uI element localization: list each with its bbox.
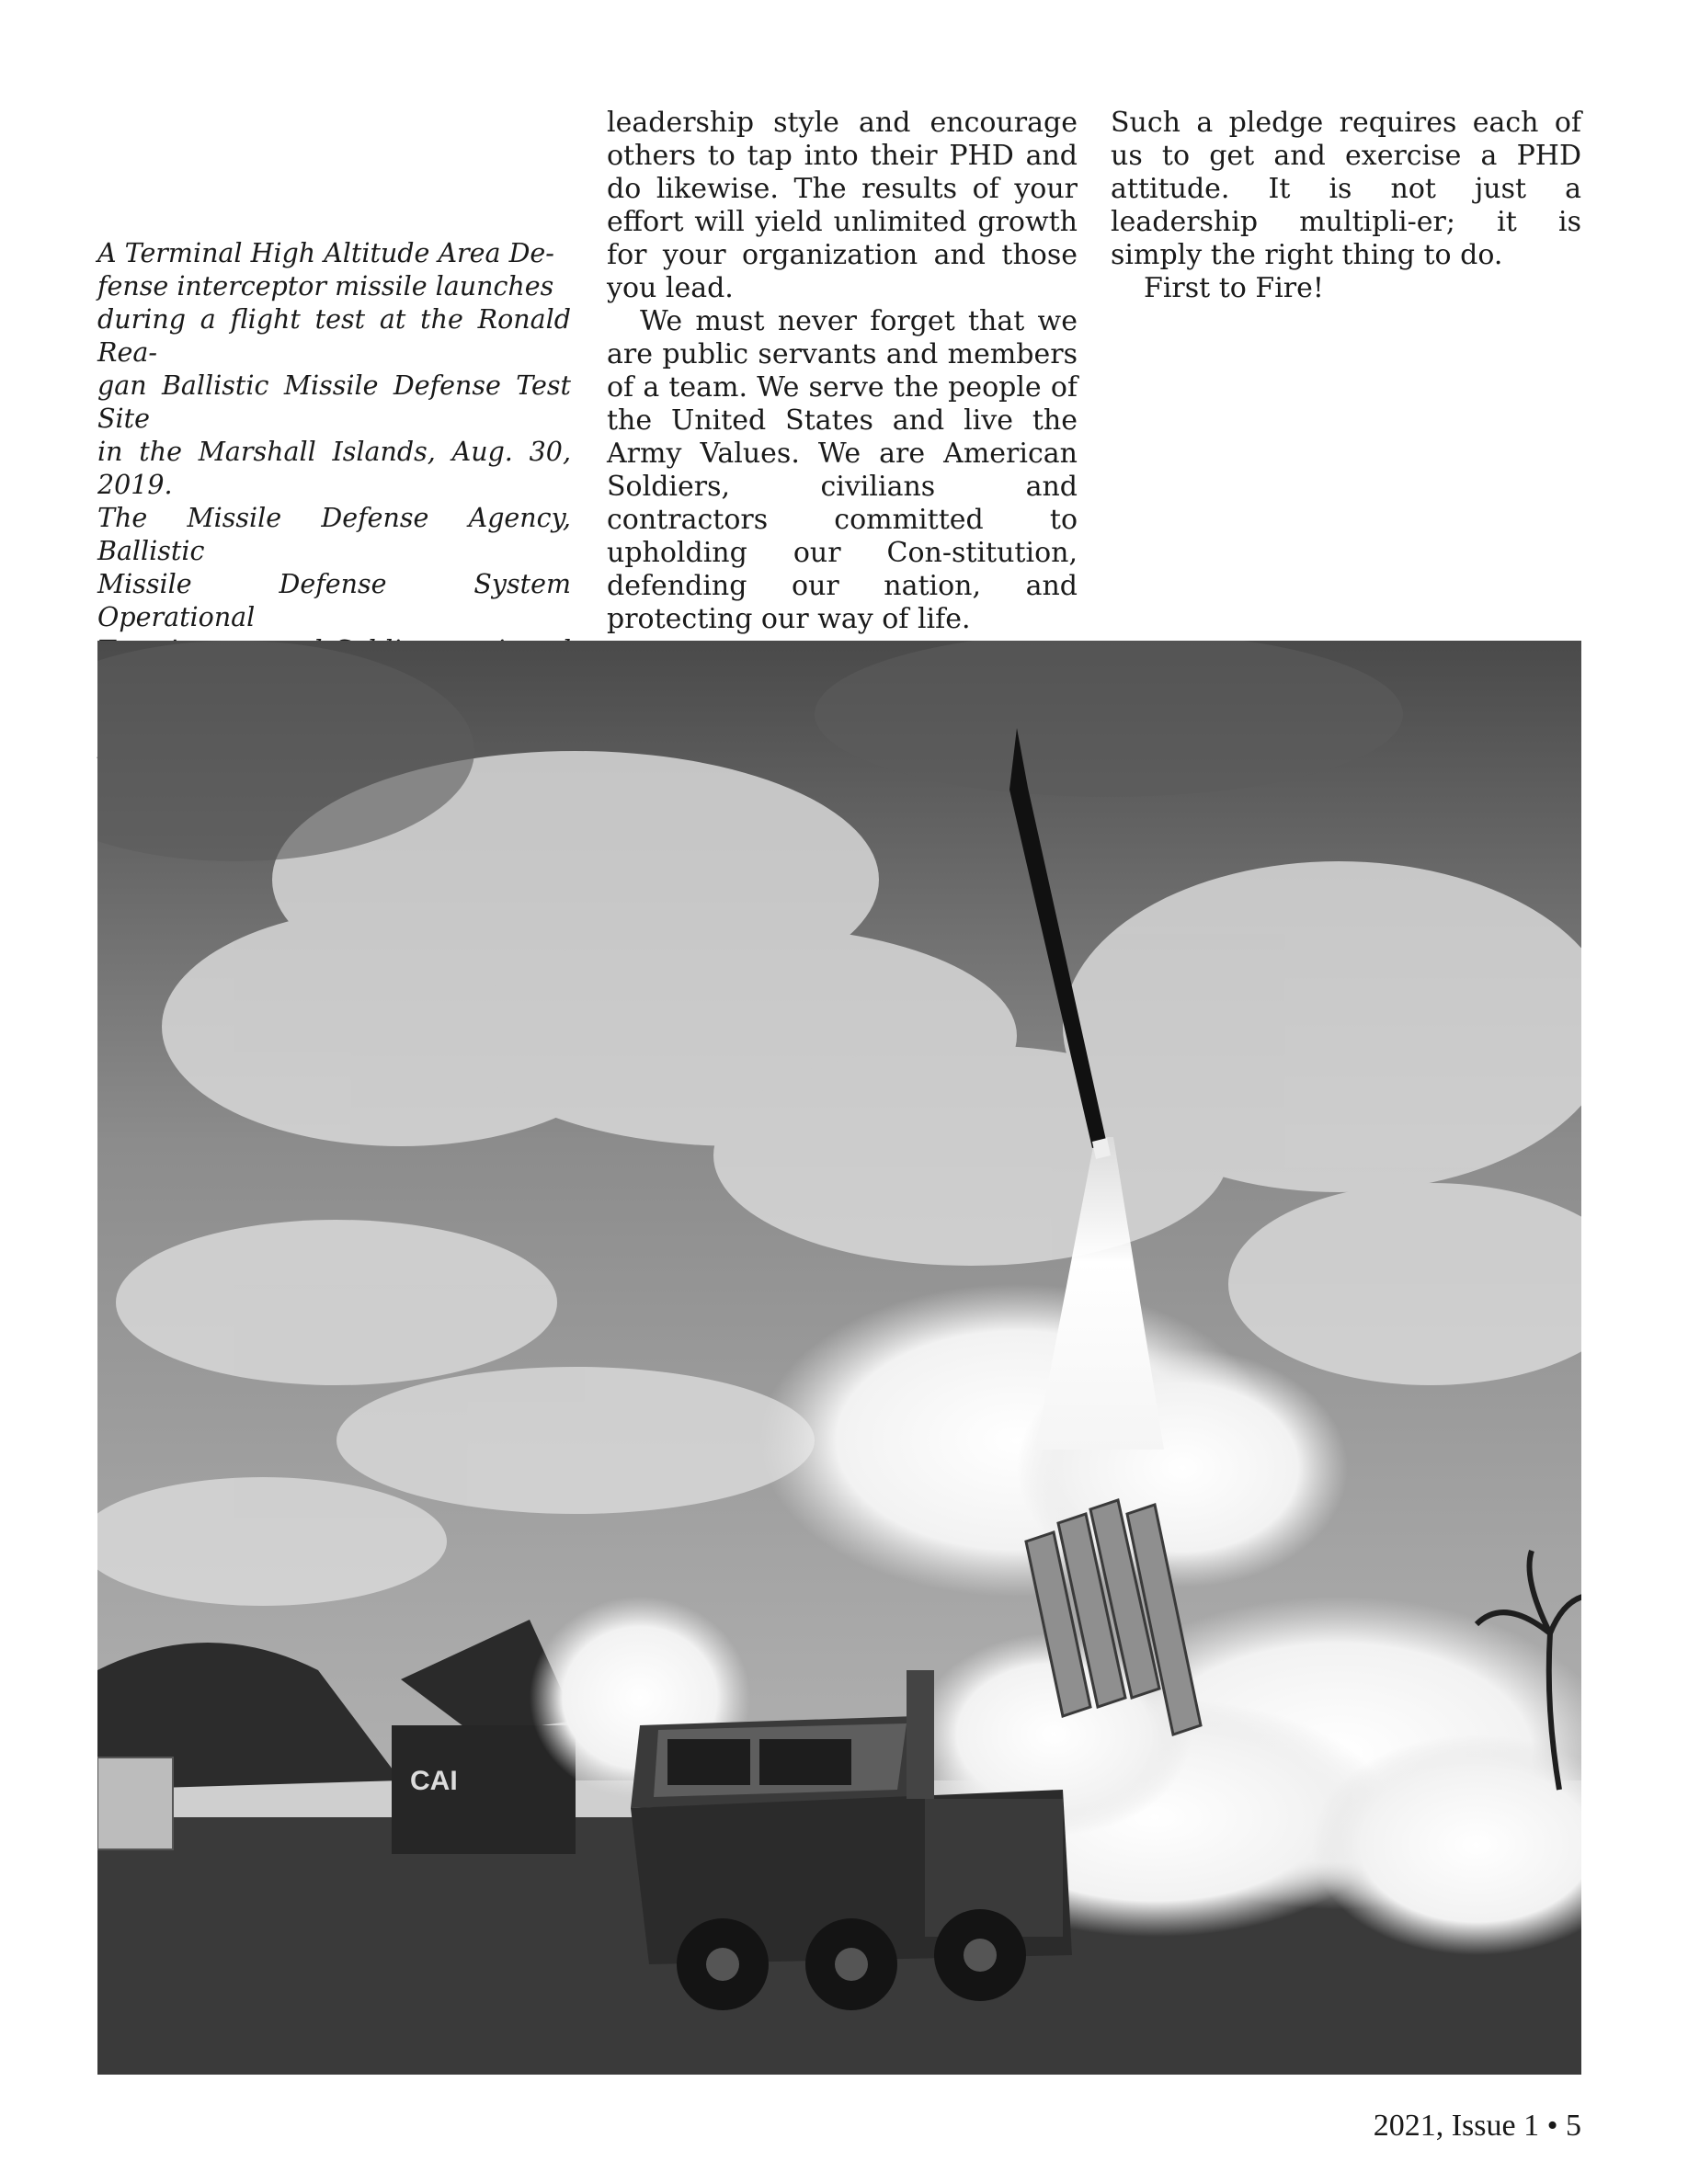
caption-line: A Terminal High Altitude Area De- [97,238,554,268]
caption-line: Missile Defense System Operational [97,569,571,632]
caption-line: during a flight test at the Ronald Rea- [97,304,571,368]
article-column-3 [1111,107,1581,305]
caption-line: in the Marshall Islands, Aug. 30, 2019. [97,437,571,500]
body-paragraph: Such a pledge requires each of us to get and exercise a PHD attitude. It is not just a leadership multipli-er; it is simply the right thing to do. [1111,107,1581,271]
caption-line: gan Ballistic Missile Defense Test Site [97,370,571,434]
caption-line: The Missile Defense Agency, Ballistic [97,503,571,566]
missile-launch-illustration [97,641,1581,2075]
shipping-container [97,1757,173,1849]
article-column-2 [607,107,1078,636]
body-paragraph: We must never forget that we are public servants and members of a team. We serve the people of the United States and live the Army Values. We are American Soldiers, civilians and contractors committed to upholding our Con-stitution, defending our nation, and protecting our way of life. [607,305,1078,635]
missile-launch-photo [97,641,1581,2075]
closing-motto: First to Fire! [1144,272,1324,304]
vehicle-marking: CAI [410,1766,458,1796]
body-paragraph: leadership style and encourage others to tap into their PHD and do likewise. The results of your effort will yield unlimited growth for your organization and those you lead. [607,107,1078,304]
caption-line: fense interceptor missile launches [97,271,554,301]
page-folio: 2021, Issue 1 • 5 [1373,2109,1581,2143]
